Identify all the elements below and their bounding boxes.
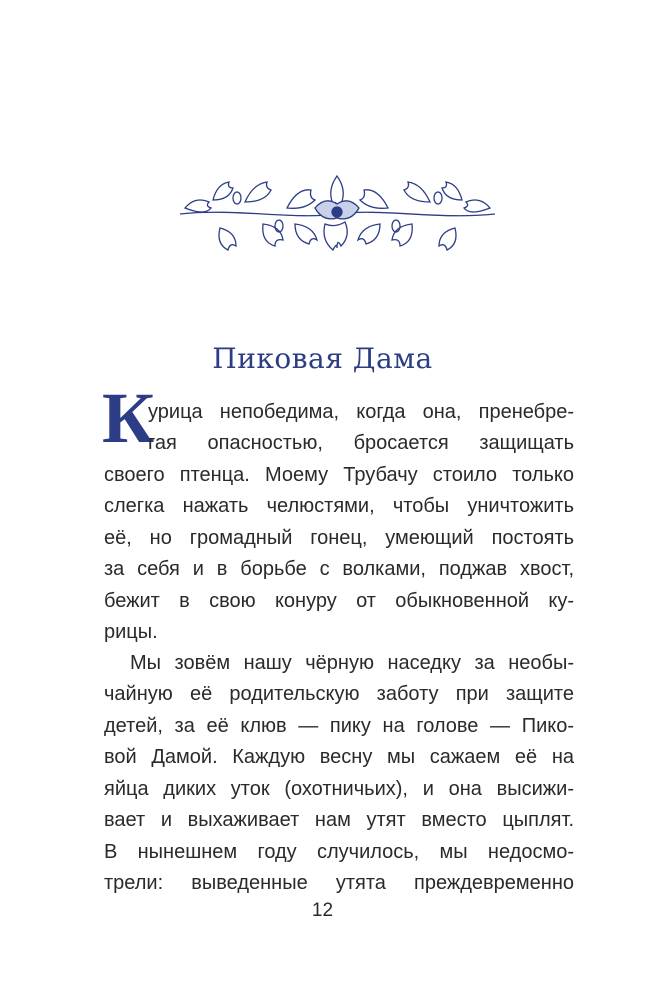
chapter-title: Пиковая Дама <box>212 342 433 375</box>
text-line: В нынешнем году случилось, мы недосмо- <box>104 841 574 863</box>
text-line: бежит в свою конуру от обыкновенной ку- <box>104 590 574 612</box>
drop-cap: К <box>102 378 155 458</box>
text-line: вой Дамой. Каждую весну мы сажаем её на <box>104 746 574 768</box>
text-line: Мы зовём нашу чёрную наседку за необы- <box>130 652 574 674</box>
page-number: 12 <box>311 900 334 921</box>
text-line: урица непобедима, когда она, пренебре- <box>148 401 574 423</box>
text-line: яйца диких уток (охотничьих), и она высижи- <box>104 778 574 800</box>
text-line: рицы. <box>104 621 158 643</box>
text-line: детей, за её клюв — пику на голове — Пико- <box>104 715 574 737</box>
oak-leaves-ornament-icon <box>175 168 500 256</box>
text-line: за себя и в борьбе с волками, поджав хвост, <box>104 558 574 580</box>
text-line: своего птенца. Моему Трубачу стоило только <box>104 464 574 486</box>
text-line: чайную её родительскую заботу при защите <box>104 683 574 705</box>
text-line: слегка нажать челюстями, чтобы уничтожить <box>104 495 574 517</box>
text-line: гая опасностью, бросается защищать <box>148 432 574 454</box>
text-line: вает и выхаживает нам утят вместо цыплят. <box>104 809 574 831</box>
text-line: её, но громадный гонец, умеющий постоять <box>104 527 574 549</box>
text-line: трели: выведенные утята преждевременно <box>104 872 574 894</box>
